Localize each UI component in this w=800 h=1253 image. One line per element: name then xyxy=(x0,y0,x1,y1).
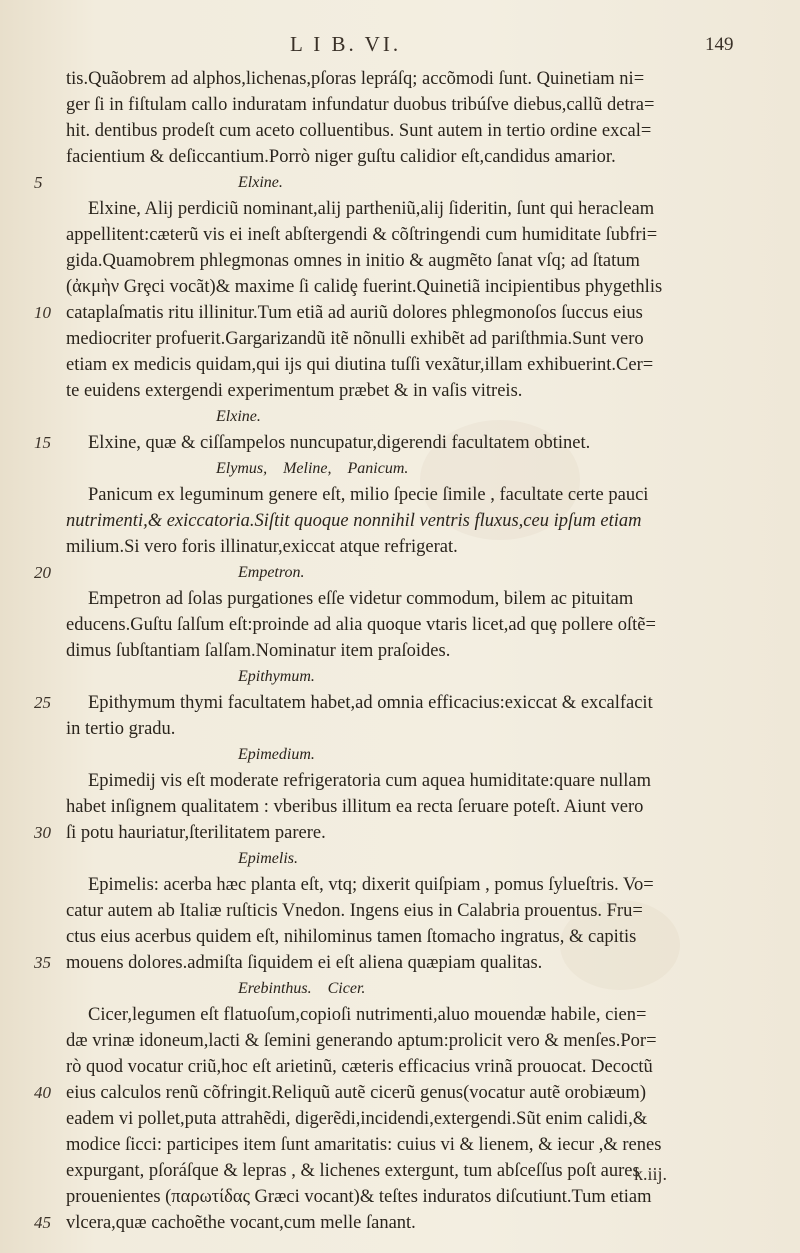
section-heading xyxy=(0,742,800,768)
text-line xyxy=(0,1106,800,1132)
line-text: educens.Guſtu ſalſum eſt:proinde ad alia quoque vtaris licet,ad quȩ pollere oſtẽ= xyxy=(66,615,656,635)
text-line xyxy=(0,612,800,638)
line-text: facientium & deſiccantium.Porrò niger guſtu calidior eſt,candidus amarior. xyxy=(66,147,616,167)
line-text: dimus ſubſtantiam ſalſam.Nominatur item praſoides. xyxy=(66,641,451,661)
text-line xyxy=(0,638,800,664)
section-heading xyxy=(0,976,800,1002)
heading-text: Elymus, Meline, Panicum. xyxy=(216,460,409,477)
line-number: 15 xyxy=(34,433,51,452)
line-text: habet inſignem qualitatem : vberibus illitum ea recta ſeruare poteſt. Aiunt vero xyxy=(66,797,644,817)
text-line xyxy=(0,352,800,378)
line-text: nutrimenti,& exiccatoria.Siſtit quoque nonnihil ventris fluxus,ceu ipſum etiam xyxy=(66,511,642,531)
text-line xyxy=(0,898,800,924)
section-heading xyxy=(0,170,800,196)
line-text: modice ſicci: participes item ſunt amaritatis: cuius vi & lienem, & iecur ,& renes xyxy=(66,1135,662,1155)
section-heading xyxy=(0,664,800,690)
line-number: 25 xyxy=(34,693,51,712)
text-line xyxy=(0,300,800,326)
text-line xyxy=(0,586,800,612)
text-line xyxy=(0,66,800,92)
line-text: gida.Quamobrem phlegmonas omnes in initio & augmẽto ſanat vſq; ad ſtatum xyxy=(66,251,640,271)
text-line xyxy=(0,534,800,560)
heading-text: Epimedium. xyxy=(238,746,315,763)
line-text: in tertio gradu. xyxy=(66,719,176,739)
text-line xyxy=(0,482,800,508)
line-number: 10 xyxy=(34,303,51,322)
line-text: Epimelis: acerba hæc planta eſt, vtq; dixerit quiſpiam , pomus ſylueſtris. Vo= xyxy=(88,875,654,895)
line-text: tis.Quãobrem ad alphos,lichenas,pſoras lepráſq; accõmodi ſunt. Quinetiam ni= xyxy=(66,69,645,89)
text-line xyxy=(0,248,800,274)
text-line xyxy=(0,872,800,898)
line-text: rò quod vocatur criũ,hoc eſt arietinũ, cæteris efficacius vrinã prouocat. Decoctũ xyxy=(66,1057,653,1077)
line-text: cataplaſmatis ritu illinitur.Tum etiã ad auriũ dolores phlegmonoſos ſuccus eius xyxy=(66,303,643,323)
line-number: 5 xyxy=(34,173,43,192)
line-number: 30 xyxy=(34,823,51,842)
line-text: catur autem ab Italiæ ruſticis Vnedon. Ingens eius in Calabria prouentus. Fru= xyxy=(66,901,643,921)
line-text: ſi potu hauriatur,ſterilitatem parere. xyxy=(66,823,326,843)
text-line xyxy=(0,1132,800,1158)
line-number: 20 xyxy=(34,563,51,582)
text-line xyxy=(0,508,800,534)
section-heading xyxy=(0,560,800,586)
line-number: 40 xyxy=(34,1083,51,1102)
line-text: ctus eius acerbus quidem eſt, nihilominus tamen ſtomacho ingratus, & capitis xyxy=(66,927,637,947)
signature-mark: k.iij. xyxy=(634,1164,668,1184)
text-line xyxy=(0,950,800,976)
text-line xyxy=(0,1054,800,1080)
text-line xyxy=(0,820,800,846)
line-text: Elxine, quæ & ciſſampelos nuncupatur,digerendi facultatem obtinet. xyxy=(88,433,591,453)
line-text: ger ſi in fiſtulam callo induratam infundatur duobus tribúſve diebus,callũ detra= xyxy=(66,95,655,115)
text-line xyxy=(0,274,800,300)
page-header xyxy=(0,28,800,58)
text-line xyxy=(0,716,800,742)
text-line xyxy=(0,1080,800,1106)
text-line xyxy=(0,326,800,352)
line-text: mouens dolores.admiſta ſiquidem ei eſt aliena quæpiam qualitas. xyxy=(66,953,543,973)
line-text: Panicum ex leguminum genere eſt, milio ſpecie ſimile , facultate certe pauci xyxy=(88,485,649,505)
text-line xyxy=(0,378,800,404)
line-text: mediocriter profuerit.Gargarizandũ itẽ nõnulli exhibẽt ad pariſthmia.Sunt vero xyxy=(66,329,644,349)
text-line xyxy=(0,222,800,248)
text-line xyxy=(0,690,800,716)
line-text: prouenientes (παρωτίδας Græci vocant)& teſtes induratos diſcutiunt.Tum etiam xyxy=(66,1187,652,1207)
heading-text: Erebinthus. Cicer. xyxy=(238,980,366,997)
line-text: (ἀκμὴν Grȩci vocãt)& maxime ſi calidȩ fuerint.Quinetiã incipientibus phygethlis xyxy=(66,277,663,297)
text-line xyxy=(0,1002,800,1028)
line-text: hit. dentibus prodeſt cum aceto colluentibus. Sunt autem in tertio ordine excal= xyxy=(66,121,652,141)
heading-text: Epithymum. xyxy=(238,668,315,685)
line-number: 45 xyxy=(34,1213,51,1232)
text-line xyxy=(0,1184,800,1210)
text-block xyxy=(0,66,800,1236)
line-text: appellitent:cæterũ vis ei ineſt abſtergendi & cõſtringendi cum humiditate ſubfri= xyxy=(66,225,658,245)
text-line xyxy=(0,430,800,456)
text-line xyxy=(0,1028,800,1054)
line-text: Epimedij vis eſt moderate refrigeratoria cum aquea humiditate:quare nullam xyxy=(88,771,652,791)
text-line xyxy=(0,92,800,118)
section-heading xyxy=(0,846,800,872)
section-heading xyxy=(0,404,800,430)
line-text: eius calculos renũ cõfringit.Reliquũ autẽ cicerũ genus(vocatur autẽ orobiæum) xyxy=(66,1083,646,1103)
line-text: etiam ex medicis quidam,qui ijs qui diutina tuſſi vexãtur,illam exhibuerint.Cer= xyxy=(66,355,654,375)
text-line xyxy=(0,196,800,222)
line-text: Epithymum thymi facultatem habet,ad omnia efficacius:exiccat & excalfacit xyxy=(88,693,653,713)
text-line xyxy=(0,768,800,794)
line-text: Elxine, Alij perdiciũ nominant,alij partheniũ,alij ſideritin, ſunt qui heracleam xyxy=(88,199,655,219)
line-text: vlcera,quæ cachoẽthe vocant,cum melle ſanant. xyxy=(66,1213,416,1233)
line-text: milium.Si vero foris illinatur,exiccat atque refrigerat. xyxy=(66,537,458,557)
heading-text: Elxine. xyxy=(216,408,261,425)
running-head: L I B. VI. xyxy=(290,32,402,56)
line-text: te euidens extergendi experimentum præbet & in vaſis vitreis. xyxy=(66,381,523,401)
heading-text: Empetron. xyxy=(238,564,305,581)
line-text: Cicer,legumen eſt flatuoſum,copioſi nutrimenti,aluo mouendæ habile, cien= xyxy=(88,1005,647,1025)
line-number: 35 xyxy=(34,953,51,972)
heading-text: Elxine. xyxy=(238,174,283,191)
text-line xyxy=(0,794,800,820)
text-line xyxy=(0,924,800,950)
text-line xyxy=(0,1158,800,1184)
line-text: Empetron ad ſolas purgationes eſſe videtur commodum, bilem ac pituitam xyxy=(88,589,634,609)
page-number: 149 xyxy=(705,34,734,55)
heading-text: Epimelis. xyxy=(238,850,298,867)
line-text: dæ vrinæ idoneum,lacti & ſemini generando aptum:prolicit vero & menſes.Por= xyxy=(66,1031,657,1051)
line-text: expurgant, pſoráſque & lepras , & lichenes extergunt, tum abſceſſus poſt aures xyxy=(66,1161,640,1181)
text-line xyxy=(0,144,800,170)
text-line xyxy=(0,1210,800,1236)
line-text: eadem vi pollet,puta attrahẽdi, digerẽdi,incidendi,extergendi.Sũt enim calidi,& xyxy=(66,1109,648,1129)
text-line xyxy=(0,118,800,144)
section-heading xyxy=(0,456,800,482)
